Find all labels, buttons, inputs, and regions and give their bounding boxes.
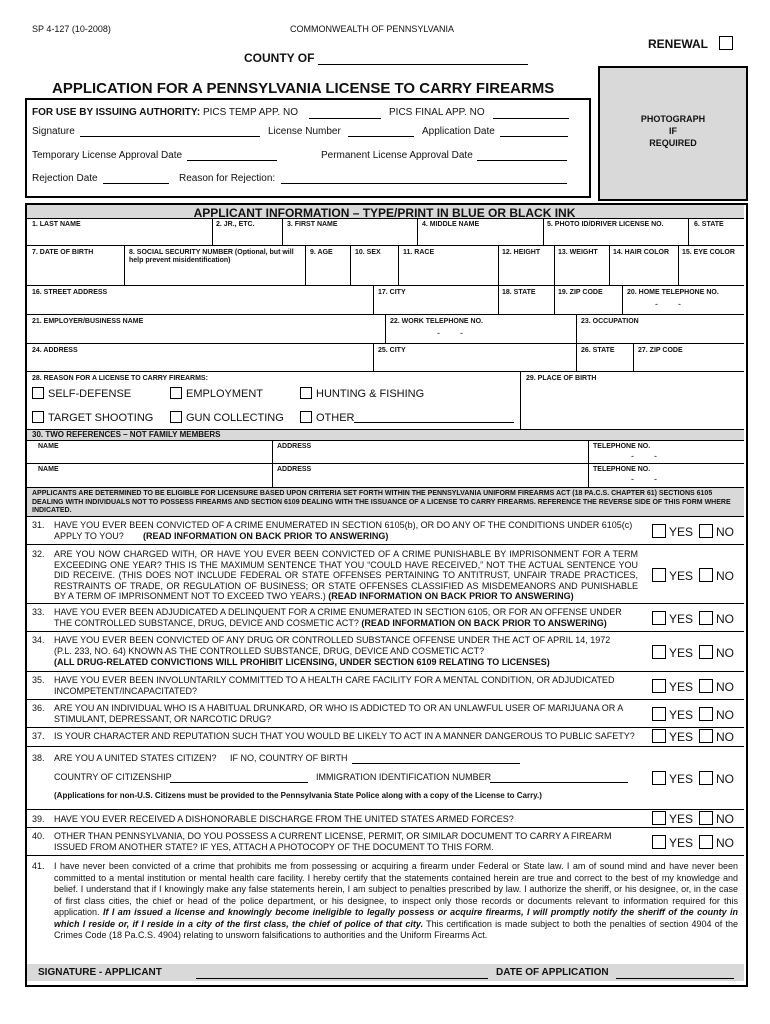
license-number-line[interactable] — [348, 136, 414, 137]
self-defense-label: SELF-DEFENSE — [48, 388, 132, 400]
q41-certification — [54, 861, 738, 942]
rule — [398, 245, 399, 285]
ref1-name-field[interactable]: NAME — [38, 443, 59, 450]
reason-label: 28. REASON FOR A LICENSE TO CARRY FIREARMS: — [32, 375, 208, 382]
q34-text-a: HAVE YOU EVER BEEN CONVICTED OF ANY DRUG OR CONTROLLED SUBSTANCE OFFENSE UNDER THE ACT OF APRIL 14, 1972 — [54, 635, 611, 645]
q37-no-checkbox[interactable] — [699, 729, 713, 743]
city-field[interactable]: 17. CITY — [378, 289, 406, 296]
yes-label: YES — [669, 812, 694, 826]
work-phone-field[interactable]: 22. WORK TELEPHONE NO. — [390, 318, 483, 325]
pics-final-label: PICS FINAL APP. NO — [389, 107, 485, 118]
rule — [576, 314, 577, 343]
q33-text-b: (READ INFORMATION ON BACK PRIOR TO ANSWERING) — [361, 617, 607, 628]
rule — [554, 245, 555, 285]
q37-yes-checkbox[interactable] — [652, 729, 666, 743]
reason-target[interactable] — [32, 411, 153, 424]
employer-zip-field[interactable]: 27. ZIP CODE — [638, 347, 683, 354]
ref2-phone-dashes: - - — [631, 474, 657, 484]
date-of-application-label: DATE OF APPLICATION — [496, 967, 609, 978]
reason-other[interactable] — [300, 411, 355, 424]
reason-hunting[interactable] — [300, 387, 424, 400]
signature-applicant-label: SIGNATURE - APPLICANT — [38, 967, 162, 978]
reason-gun[interactable] — [170, 411, 284, 424]
q32-text-b: (READ INFORMATION ON BACK PRIOR TO ANSWERING) — [328, 591, 574, 601]
no-label: NO — [716, 812, 735, 826]
hunting-label: HUNTING & FISHING — [316, 388, 425, 400]
q35-answers — [652, 679, 734, 694]
q37-answers — [652, 729, 734, 744]
renewal-text: RENEWAL — [648, 37, 708, 51]
no-label: NO — [716, 836, 735, 850]
no-label: NO — [716, 569, 735, 583]
q39-answers — [652, 811, 734, 826]
state-field[interactable]: 6. STATE — [694, 221, 724, 228]
rule — [212, 218, 213, 245]
no-label: NO — [716, 708, 735, 722]
home-phone-dashes: - - — [655, 299, 681, 309]
q40-no-checkbox[interactable] — [699, 835, 713, 849]
q38-text-a: ARE YOU A UNITED STATES CITIZEN? — [54, 753, 217, 763]
q33-text — [54, 607, 638, 628]
rejection-date-label: Rejection Date — [32, 173, 98, 184]
rule — [498, 285, 499, 314]
race-field[interactable]: 11. RACE — [403, 249, 435, 256]
rule — [373, 343, 374, 371]
rule — [305, 245, 306, 285]
q39-yes-checkbox[interactable] — [652, 811, 666, 825]
date-of-application-line[interactable] — [616, 978, 734, 979]
q32-text-a: ARE YOU NOW CHARGED WITH, OR HAVE YOU EVER BEEN CONVICTED OF A CRIME PUNISHABLE BY IMPRISONMENT FOR A TERM EXCEEDING ONE YEAR? THIS IS THE MAXIMUM SENTENCE THAT YOU “COULD HAVE RECEIVED,” NOT THE ACTUAL SENTENCE YOU DID RECEIVE. (THIS DOES NOT INCLUDE FEDERAL OR STATE OFFENSES PERTAINING TO ANTITRUST, UNFAIR TRADE PRACTICES, RESTRAINTS OF TRADE, OR REGULATION OF BUSINESS; OR STATE OFFENSES CLASSIFIED AS MISDEMEANORS AND PUNISHABLE BY A TERM OF IMPRISONMENT NOT TO EXCEED TWO YEARS.) — [54, 549, 638, 601]
q36-number: 36. — [32, 703, 45, 713]
ssn-field[interactable]: 8. SOCIAL SECURITY NUMBER (Optional, but will help prevent misidentification) — [129, 249, 294, 264]
state-2-field[interactable]: 18. STATE — [502, 289, 536, 296]
employer-field[interactable]: 21. EMPLOYER/BUSINESS NAME — [32, 318, 144, 325]
rule — [385, 314, 386, 343]
reason-self-defense[interactable] — [32, 387, 131, 400]
q38-text-b: IF NO, COUNTRY OF BIRTH — [230, 753, 348, 763]
yes-label: YES — [669, 525, 694, 539]
rule — [27, 343, 744, 344]
zip-field[interactable]: 19. ZIP CODE — [558, 289, 603, 296]
q31-number: 31. — [32, 520, 45, 530]
rule — [282, 218, 283, 245]
q38-text-e: (Applications for non-U.S. Citizens must be provided to the Pennsylvania State Police along with a copy of the License to Carry.) — [54, 791, 542, 800]
rule — [27, 699, 744, 700]
no-label: NO — [716, 772, 735, 786]
q32-answers — [652, 568, 734, 583]
employer-city-field[interactable]: 25. CITY — [378, 347, 406, 354]
rule — [576, 343, 577, 371]
first-name-field[interactable]: 3. FIRST NAME — [287, 221, 338, 228]
gun-label: GUN COLLECTING — [186, 412, 284, 424]
q33-no-checkbox[interactable] — [699, 611, 713, 625]
checkbox-icon[interactable] — [32, 387, 44, 399]
temp-approval-label: Temporary License Approval Date — [32, 150, 183, 161]
q34-number: 34. — [32, 635, 45, 645]
rule — [417, 218, 418, 245]
yes-label: YES — [669, 612, 694, 626]
q31-text-b: APPLY TO YOU? — [54, 531, 124, 541]
reason-employment[interactable] — [170, 387, 263, 400]
rule — [373, 285, 374, 314]
reason-rejection-line[interactable] — [281, 183, 567, 184]
q32-number: 32. — [32, 549, 45, 559]
q38-text-c: COUNTRY OF CITIZENSHIP — [54, 772, 172, 782]
hair-color-field[interactable]: 14. HAIR COLOR — [613, 249, 670, 256]
weight-field[interactable]: 13. WEIGHT — [558, 249, 598, 256]
checkbox-icon[interactable] — [170, 411, 182, 423]
ref1-address-field[interactable]: ADDRESS — [277, 443, 312, 450]
yes-label: YES — [669, 708, 694, 722]
commonwealth-label: COMMONWEALTH OF PENNSYLVANIA — [290, 24, 455, 34]
yes-label: YES — [669, 646, 694, 660]
employer-state-field[interactable]: 26. STATE — [581, 347, 615, 354]
q32-no-checkbox[interactable] — [699, 568, 713, 582]
sex-field[interactable]: 10. SEX — [355, 249, 381, 256]
q39-number: 39. — [32, 814, 45, 824]
yes-label: YES — [669, 680, 694, 694]
applicant-heading: APPLICANT INFORMATION – TYPE/PRINT IN BLUE OR BLACK INK — [193, 206, 576, 220]
middle-name-field[interactable]: 4. MIDDLE NAME — [422, 221, 480, 228]
ref2-address-field[interactable]: ADDRESS — [277, 466, 312, 473]
q41-text-c: This certification is made subject to both the penalties of section 4904 of the Crimes Code (18 Pa.C.S. 4904) relating to unsworn falsifications to authorities and the Uniform Firearms Act. — [54, 918, 738, 940]
renewal-checkbox[interactable] — [719, 36, 733, 50]
signature-line[interactable] — [80, 136, 260, 137]
q39-text: HAVE YOU EVER RECEIVED A DISHONORABLE DISCHARGE FROM THE UNITED STATES ARMED FORCES? — [54, 814, 514, 824]
place-of-birth-field[interactable]: 29. PLACE OF BIRTH — [526, 375, 597, 382]
last-name-field[interactable]: 1. LAST NAME — [32, 221, 81, 228]
rule — [27, 855, 744, 856]
rule — [27, 440, 744, 441]
q41-number: 41. — [32, 861, 45, 871]
rejection-date-line[interactable] — [103, 183, 169, 184]
q33-number: 33. — [32, 607, 45, 617]
checkbox-icon[interactable] — [32, 411, 44, 423]
q35-number: 35. — [32, 675, 45, 685]
references-heading: 30. TWO REFERENCES – NOT FAMILY MEMBERS — [32, 430, 221, 439]
ref2-name-field[interactable]: NAME — [38, 466, 59, 473]
q33-yes-checkbox[interactable] — [652, 611, 666, 625]
q41-text-b: If I am issued a license and knowingly become ineligible to legally possess or acquire firearms, I will promptly notify the sheriff of the county in which I reside or, if I reside in a city of the first class, the chief of police of that city. — [54, 907, 738, 929]
photo-id-field[interactable]: 5. PHOTO ID/DRIVER LICENSE NO. — [547, 221, 664, 228]
yes-label: YES — [669, 772, 694, 786]
yes-label: YES — [669, 836, 694, 850]
occupation-field[interactable]: 23. OCCUPATION — [581, 318, 639, 325]
eye-color-field[interactable]: 15. EYE COLOR — [682, 249, 735, 256]
q38-no-checkbox[interactable] — [699, 771, 713, 785]
other-label: OTHER — [316, 412, 355, 424]
q32-yes-checkbox[interactable] — [652, 568, 666, 582]
perm-approval-line[interactable] — [477, 160, 567, 161]
q33-answers — [652, 611, 734, 626]
rule — [27, 371, 744, 372]
q36-text: ARE YOU AN INDIVIDUAL WHO IS A HABITUAL DRUNKARD, OR WHO IS ADDICTED TO OR AN UNLAWFUL USER OF MARIJUANA OR A STIMULANT, DEPRESSANT, OR NARCOTIC DRUG? — [54, 703, 623, 724]
no-label: NO — [716, 680, 735, 694]
rule — [688, 218, 689, 245]
q34-answers — [652, 645, 734, 660]
rule — [554, 285, 555, 314]
q39-no-checkbox[interactable] — [699, 811, 713, 825]
no-label: NO — [716, 525, 735, 539]
no-label: NO — [716, 646, 735, 660]
rule — [609, 245, 610, 285]
q35-text: HAVE YOU EVER BEEN INVOLUNTARILY COMMITTED TO A HEALTH CARE FACILITY FOR A MENTAL CONDITION, OR ADJUDICATED INCOMPETENT/INCAPACITATED? — [54, 675, 615, 696]
rule — [124, 245, 125, 285]
rule — [27, 727, 744, 728]
reason-rejection-label: Reason for Rejection: — [179, 173, 276, 184]
rule — [27, 218, 744, 219]
signature-applicant-line[interactable] — [196, 978, 488, 979]
q38-answers — [652, 771, 734, 786]
work-phone-dashes: - - — [437, 328, 463, 338]
q35-yes-checkbox[interactable] — [652, 679, 666, 693]
q41-text-a: I have never been convicted of a crime that prohibits me from possessing or acquiring a firearm under Federal or State law. I am of sound mind and have never been committed to a mental institution or mental health care facility. I hereby certify that the statements contained herein are true and correct to the best of my knowledge and belief. I understand that if I knowingly make any false statements herein, I am subject to penalties prescribed by law. I authorize the sheriff, or his designee, or, in the case of first class cities, the chief or head of the police department, or his designee, to inspect only those records or documents relevant to information required for this application. — [54, 861, 738, 917]
rule — [520, 371, 521, 429]
pics-temp-line[interactable] — [309, 118, 381, 119]
q40-yes-checkbox[interactable] — [652, 835, 666, 849]
photo-caption — [598, 113, 748, 149]
q37-text: IS YOUR CHARACTER AND REPUTATION SUCH THAT YOU WOULD BE LIKELY TO ACT IN A MANNER DANGEROUS TO PUBLIC SAFETY? — [54, 731, 635, 741]
q32-text — [54, 549, 638, 602]
license-number-label: License Number — [268, 126, 341, 137]
rule — [27, 827, 744, 828]
rule — [27, 245, 744, 246]
no-label: NO — [716, 612, 735, 626]
rule — [27, 516, 744, 517]
application-date-line[interactable] — [500, 136, 568, 137]
rule — [27, 746, 744, 747]
photo-line-3: REQUIRED — [649, 138, 697, 148]
ref2-phone-field[interactable]: TELEPHONE NO. — [593, 466, 651, 473]
q38-text-d: IMMIGRATION IDENTIFICATION NUMBER — [316, 772, 492, 782]
q40-number: 40. — [32, 831, 45, 841]
photo-line-2: IF — [669, 126, 677, 136]
checkbox-icon[interactable] — [170, 387, 182, 399]
county-label: COUNTY OF — [244, 51, 315, 65]
employment-label: EMPLOYMENT — [186, 388, 264, 400]
renewal-label — [648, 36, 736, 51]
q37-number: 37. — [32, 731, 45, 741]
q31-text-a: HAVE YOU EVER BEEN CONVICTED OF A CRIME ENUMERATED IN SECTION 6105(b), OR DO ANY OF THE CONDITIONS UNDER 6105(c) — [54, 520, 633, 530]
ref1-phone-dashes: - - — [631, 451, 657, 461]
q31-yes-checkbox[interactable] — [652, 524, 666, 538]
rule — [678, 245, 679, 285]
q34-text-c: (ALL DRUG-RELATED CONVICTIONS WILL PROHIBIT LICENSING, UNDER SECTION 6109 RELATING TO LICENSES) — [54, 657, 550, 667]
q36-no-checkbox[interactable] — [699, 707, 713, 721]
yes-label: YES — [669, 569, 694, 583]
q38-number: 38. — [32, 753, 45, 763]
q36-yes-checkbox[interactable] — [652, 707, 666, 721]
pics-temp-label: PICS TEMP APP. NO — [202, 107, 298, 118]
q40-answers — [652, 835, 734, 850]
citizenship-line[interactable] — [170, 782, 308, 783]
q33-text-a: HAVE YOU EVER BEEN ADJUDICATED A DELINQUENT FOR A CRIME ENUMERATED IN SECTION 6105, OR FOR AN OFFENSE UNDER THE CONTROLLED SUBSTANCE, DRUG, DEVICE AND COSMETIC ACT? — [54, 607, 622, 628]
age-field[interactable]: 9. AGE — [310, 249, 333, 256]
q40-text: OTHER THAN PENNSYLVANIA, DO YOU POSSESS A CURRENT LICENSE, PERMIT, OR SIMILAR DOCUMENT TO CARRY A FIREARM ISSUED FROM ANOTHER STATE? IF YES, ATTACH A PHOTOCOPY OF THE DOCUMENT TO THIS FORM. — [54, 831, 612, 852]
employer-address-field[interactable]: 24. ADDRESS — [32, 347, 78, 354]
q31-answers — [652, 524, 734, 539]
q35-no-checkbox[interactable] — [699, 679, 713, 693]
rule — [633, 343, 634, 371]
q34-yes-checkbox[interactable] — [652, 645, 666, 659]
q36-answers — [652, 707, 734, 722]
target-label: TARGET SHOOTING — [48, 412, 154, 424]
for-use-label: FOR USE BY ISSUING AUTHORITY: — [32, 107, 201, 118]
height-field[interactable]: 12. HEIGHT — [502, 249, 541, 256]
q34-text-b: (P.L. 233, NO. 64) KNOWN AS THE CONTROLLED SUBSTANCE, DRUG, DEVICE AND COSMETIC ACT? — [54, 646, 485, 656]
rule — [272, 440, 273, 487]
county-line[interactable] — [318, 64, 528, 65]
dob-field[interactable]: 7. DATE OF BIRTH — [32, 249, 94, 256]
q38-yes-checkbox[interactable] — [652, 771, 666, 785]
rule — [27, 285, 744, 286]
country-of-birth-line[interactable] — [352, 763, 520, 764]
q34-no-checkbox[interactable] — [699, 645, 713, 659]
rule — [588, 440, 589, 487]
yes-label: YES — [669, 730, 694, 744]
photo-line-1: PHOTOGRAPH — [640, 114, 706, 124]
temp-approval-line[interactable] — [187, 160, 277, 161]
form-number: SP 4-127 (10-2008) — [32, 24, 111, 34]
home-phone-field[interactable]: 20. HOME TELEPHONE NO. — [627, 289, 719, 296]
checkbox-icon[interactable] — [300, 387, 312, 399]
rule — [543, 218, 544, 245]
immigration-id-line[interactable] — [490, 782, 628, 783]
rule — [27, 463, 744, 464]
rule — [27, 809, 744, 810]
perm-approval-label: Permanent License Approval Date — [321, 150, 473, 161]
signature-label: Signature — [32, 126, 75, 137]
rule — [498, 245, 499, 285]
street-address-field[interactable]: 16. STREET ADDRESS — [32, 289, 108, 296]
no-label: NO — [716, 730, 735, 744]
ref1-phone-field[interactable]: TELEPHONE NO. — [593, 443, 651, 450]
eligibility-note: APPLICANTS ARE DETERMINED TO BE ELIGIBLE FOR LICENSURE BASED UPON CRITERIA SET FORTH WITHIN THE PENNSYLVANIA UNIFORM FIREARMS ACT (18 PA.C.S. CHAPTER 61) SECTIONS 6105 DEALING WITH INDIVIDUALS NOT TO POSSESS FIREARMS AND SECTION 6109 DEALING WITH THE ISSUANCE OF A LICENSE TO CARRY FIREARMS. REFERENCE THE REVERSE SIDE OF THIS FORM WHERE INDICATED. — [32, 490, 731, 514]
q31-text-c: (READ INFORMATION ON BACK PRIOR TO ANSWERING) — [143, 531, 389, 541]
application-date-label: Application Date — [422, 126, 495, 137]
checkbox-icon[interactable] — [300, 411, 312, 423]
jr-field[interactable]: 2. JR., ETC. — [216, 221, 255, 228]
q31-no-checkbox[interactable] — [699, 524, 713, 538]
page-title: APPLICATION FOR A PENNSYLVANIA LICENSE TO CARRY FIREARMS — [52, 80, 555, 97]
rule — [27, 671, 744, 672]
authority-line-1 — [32, 107, 298, 118]
rule — [622, 285, 623, 314]
pics-final-line[interactable] — [493, 118, 569, 119]
rule — [350, 245, 351, 285]
rule — [27, 544, 744, 545]
other-line[interactable] — [354, 422, 514, 423]
rule — [27, 631, 744, 632]
rule — [27, 603, 744, 604]
